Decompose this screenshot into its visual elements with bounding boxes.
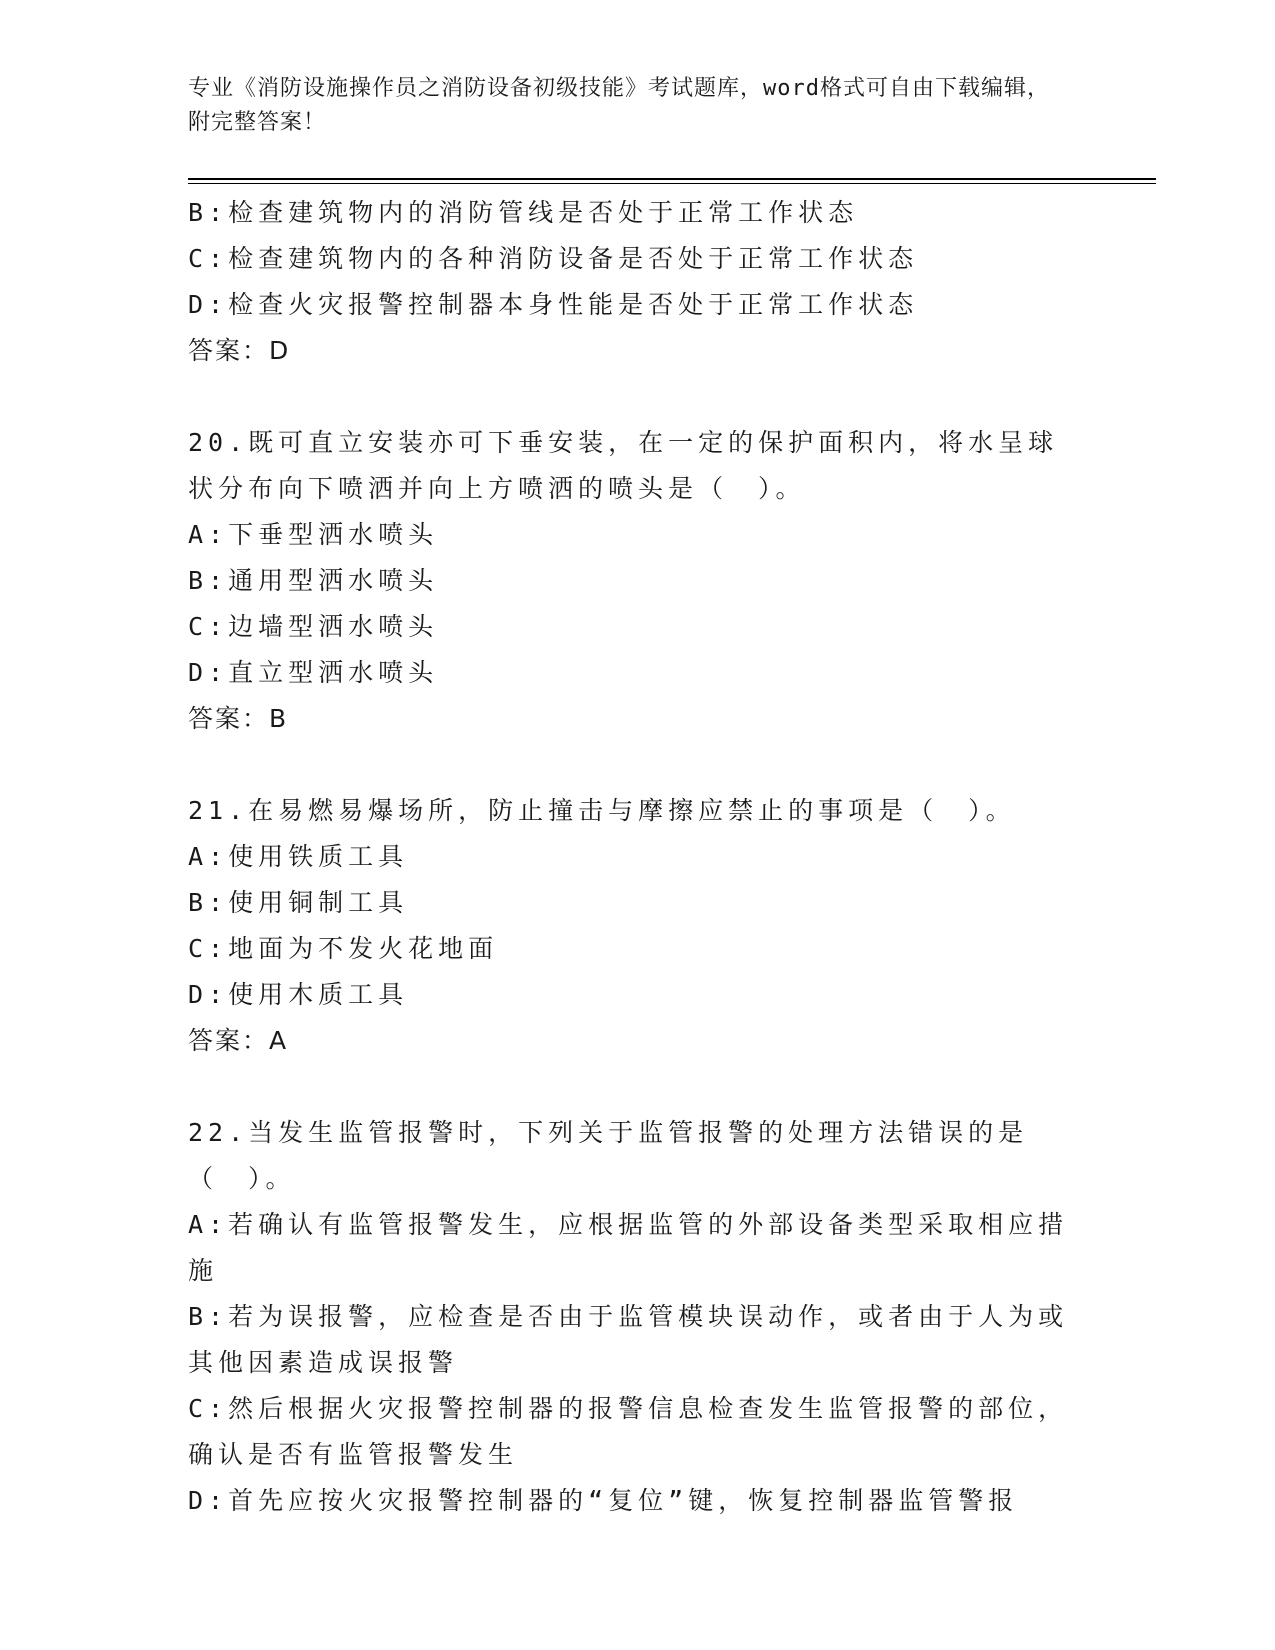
option-text: 首先应按火灾报警控制器的“复位”键，恢复控制器监管警报 xyxy=(228,1486,1019,1515)
option-c xyxy=(188,236,1088,282)
option-a xyxy=(188,1202,1088,1294)
option-text: 通用型洒水喷头 xyxy=(228,566,439,595)
question-stem: 22.当发生监管报警时，下列关于监管报警的处理方法错误的是（ ）。 xyxy=(188,1118,1029,1193)
question-21 xyxy=(188,788,1088,1064)
option-label: A: xyxy=(188,520,229,549)
option-label: A: xyxy=(188,1210,229,1239)
option-label: B: xyxy=(188,566,229,595)
option-text: 使用铁质工具 xyxy=(228,842,409,871)
option-c xyxy=(188,926,1088,972)
option-text: 使用铜制工具 xyxy=(228,888,409,917)
option-text: 若为误报警，应检查是否由于监管模块误动作，或者由于人为或其他因素造成误报警 xyxy=(188,1302,1069,1377)
option-label: D: xyxy=(188,980,229,1009)
option-text: 使用木质工具 xyxy=(228,980,409,1009)
option-b xyxy=(188,880,1088,926)
option-b xyxy=(188,190,1088,236)
option-label: C: xyxy=(188,934,229,963)
option-a xyxy=(188,512,1088,558)
option-label: C: xyxy=(188,244,229,273)
option-text: 检查建筑物内的各种消防设备是否处于正常工作状态 xyxy=(228,244,919,273)
answer-line: 答案：A xyxy=(188,1026,289,1055)
question-19-continuation xyxy=(188,190,1088,374)
option-text: 下垂型洒水喷头 xyxy=(228,520,439,549)
option-label: D: xyxy=(188,658,229,687)
option-text: 边墙型洒水喷头 xyxy=(228,612,439,641)
option-text: 直立型洒水喷头 xyxy=(228,658,439,687)
answer-line: 答案：D xyxy=(188,336,291,365)
document-header: 专业《消防设施操作员之消防设备初级技能》考试题库，word格式可自由下载编辑，附完整答案！ xyxy=(188,76,1050,135)
answer-line: 答案：B xyxy=(188,704,289,733)
option-label: B: xyxy=(188,1302,229,1331)
option-label: D: xyxy=(188,1486,229,1515)
option-text: 地面为不发火花地面 xyxy=(228,934,499,963)
header-divider-thick xyxy=(188,178,1156,180)
option-b xyxy=(188,558,1088,604)
option-d xyxy=(188,650,1088,696)
option-d xyxy=(188,972,1088,1018)
option-d xyxy=(188,1478,1088,1524)
question-content xyxy=(188,190,1088,1524)
option-label: B: xyxy=(188,888,229,917)
option-text: 然后根据火灾报警控制器的报警信息检查发生监管报警的部位，确认是否有监管报警发生 xyxy=(188,1394,1069,1469)
option-text: 检查建筑物内的消防管线是否处于正常工作状态 xyxy=(228,198,859,227)
option-label: C: xyxy=(188,612,229,641)
question-22 xyxy=(188,1110,1088,1524)
option-label: C: xyxy=(188,1394,229,1423)
option-label: D: xyxy=(188,290,229,319)
option-d xyxy=(188,282,1088,328)
option-c xyxy=(188,1386,1088,1478)
option-c xyxy=(188,604,1088,650)
question-20 xyxy=(188,420,1088,742)
option-label: A: xyxy=(188,842,229,871)
option-a xyxy=(188,834,1088,880)
option-text: 检查火灾报警控制器本身性能是否处于正常工作状态 xyxy=(228,290,919,319)
question-stem: 20.既可直立安装亦可下垂安装，在一定的保护面积内，将水呈球状分布向下喷洒并向上方喷洒的喷头是（ ）。 xyxy=(188,428,1059,503)
header-divider-thin xyxy=(188,183,1156,184)
option-text: 若确认有监管报警发生，应根据监管的外部设备类型采取相应措施 xyxy=(188,1210,1069,1285)
question-stem: 21.在易燃易爆场所，防止撞击与摩擦应禁止的事项是（ ）。 xyxy=(188,796,1016,825)
option-label: B: xyxy=(188,198,229,227)
option-b xyxy=(188,1294,1088,1386)
